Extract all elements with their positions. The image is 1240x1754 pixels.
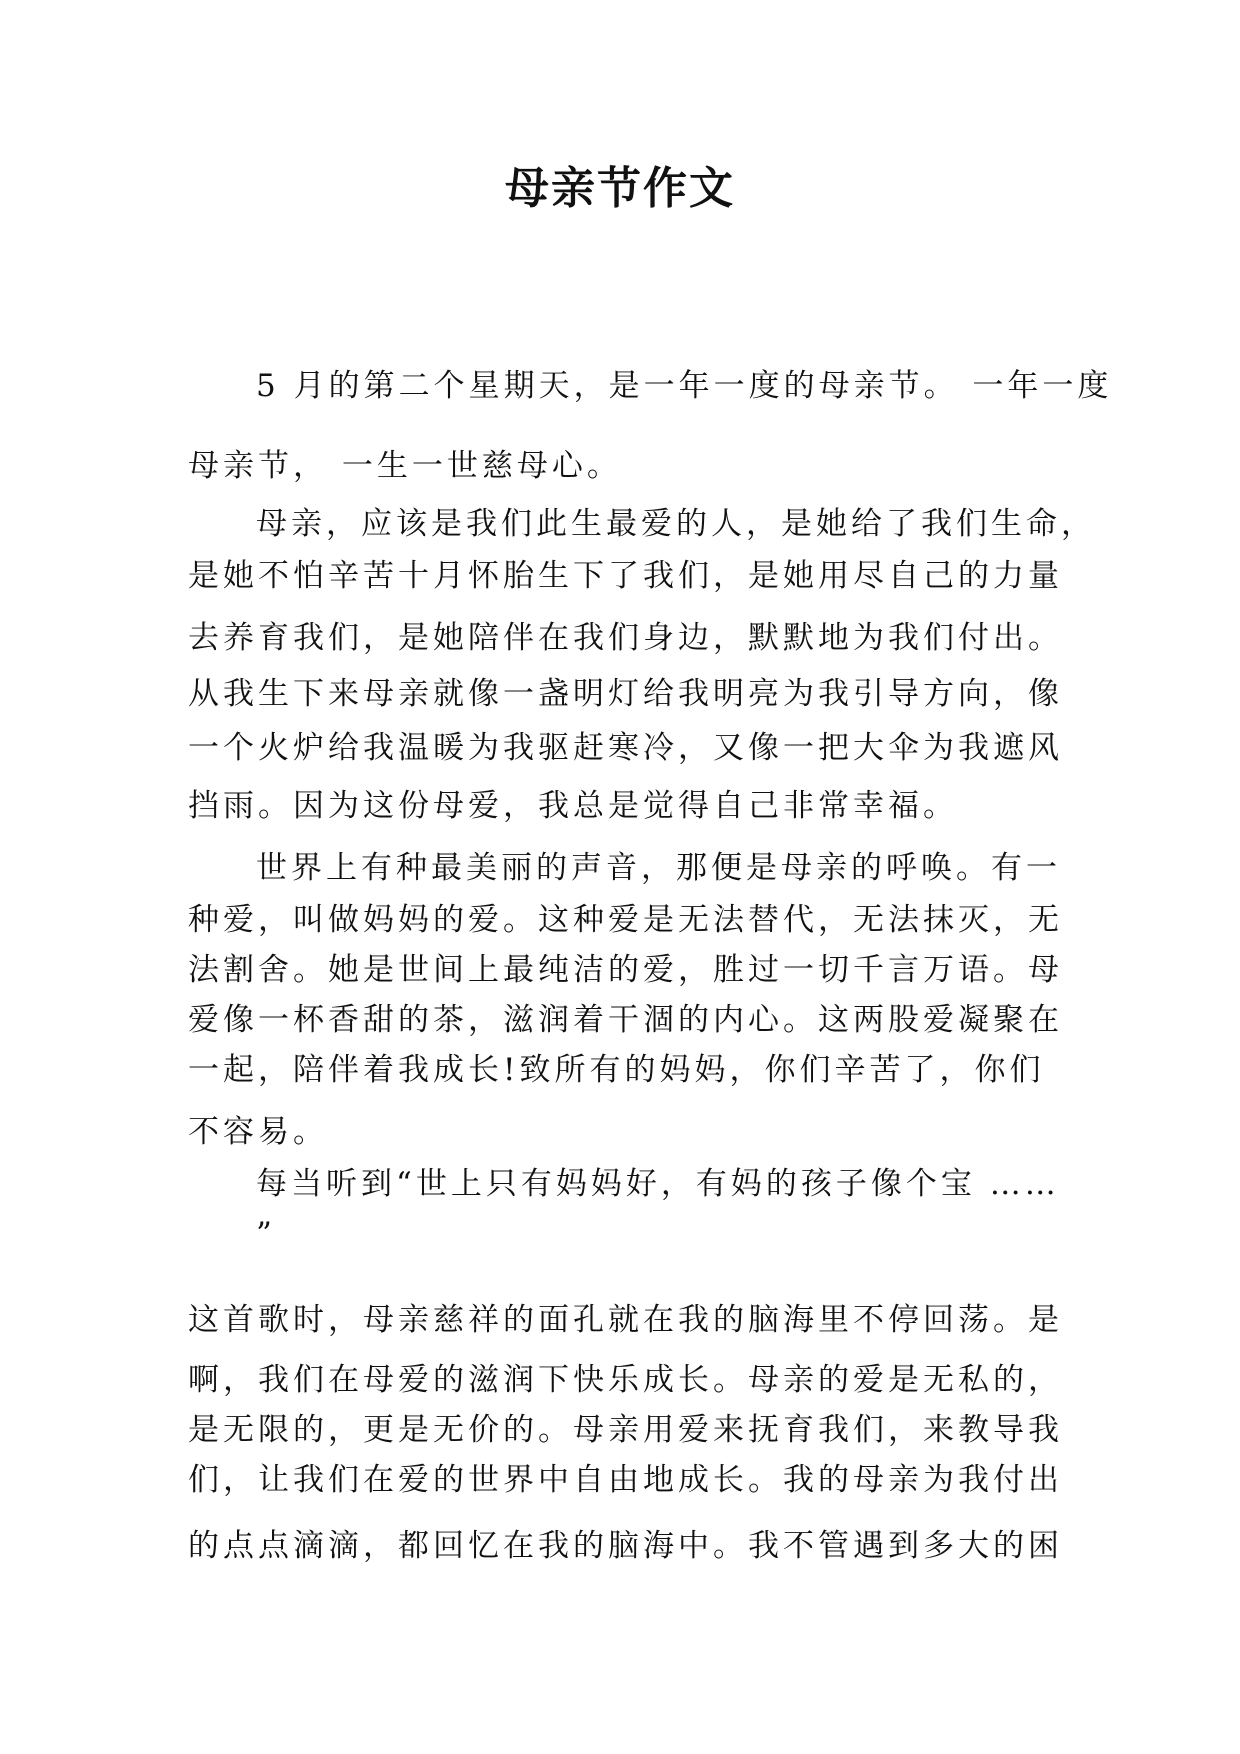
text-line: 挡雨。因为这份母爱，我总是觉得自己非常幸福。 bbox=[188, 788, 958, 824]
text-line: 的点点滴滴，都回忆在我的脑海中。我不管遇到多大的困 bbox=[188, 1528, 1063, 1564]
text-line: 们，让我们在爱的世界中自由地成长。我的母亲为我付出 bbox=[188, 1462, 1063, 1498]
text-line: 从我生下来母亲就像一盏明灯给我明亮为我引导方向，像 bbox=[188, 676, 1063, 712]
document-title: 母亲节作文 bbox=[505, 163, 735, 214]
text-line: 母亲，应该是我们此生最爱的人，是她给了我们生命， bbox=[256, 506, 1096, 542]
text-line: 啊，我们在母爱的滋润下快乐成长。母亲的爱是无私的， bbox=[188, 1362, 1063, 1398]
text-line: 爱像一杯香甜的茶，滋润着干涸的内心。这两股爱凝聚在 bbox=[188, 1002, 1063, 1038]
text-line: 这首歌时，母亲慈祥的面孔就在我的脑海里不停回荡。是 bbox=[188, 1302, 1063, 1338]
text-line: 一个火炉给我温暖为我驱赶寒冷，又像一把大伞为我遮风 bbox=[188, 730, 1063, 766]
text-line: 是无限的，更是无价的。母亲用爱来抚育我们，来教导我 bbox=[188, 1412, 1063, 1448]
text-line: 一起，陪伴着我成长!致所有的妈妈，你们辛苦了，你们 bbox=[188, 1052, 1045, 1088]
text-line: 世界上有种最美丽的声音，那便是母亲的呼唤。有一 bbox=[256, 850, 1061, 886]
text-line: 是她不怕辛苦十月怀胎生下了我们，是她用尽自己的力量 bbox=[188, 558, 1063, 594]
text-line: ” bbox=[256, 1216, 276, 1252]
text-line: 法割舍。她是世间上最纯洁的爱，胜过一切千言万语。母 bbox=[188, 952, 1063, 988]
text-line: 5 月的第二个星期天，是一年一度的母亲节。 一年一度 bbox=[256, 368, 1113, 404]
text-line: 不容易。 bbox=[188, 1114, 328, 1150]
text-line: 去养育我们，是她陪伴在我们身边，默默地为我们付出。 bbox=[188, 620, 1063, 656]
text-line: 母亲节， 一生一世慈母心。 bbox=[188, 448, 622, 484]
text-line: 种爱，叫做妈妈的爱。这种爱是无法替代，无法抹灭，无 bbox=[188, 902, 1063, 938]
text-line: 每当听到“世上只有妈妈好，有妈的孩子像个宝 …… bbox=[256, 1166, 1060, 1202]
